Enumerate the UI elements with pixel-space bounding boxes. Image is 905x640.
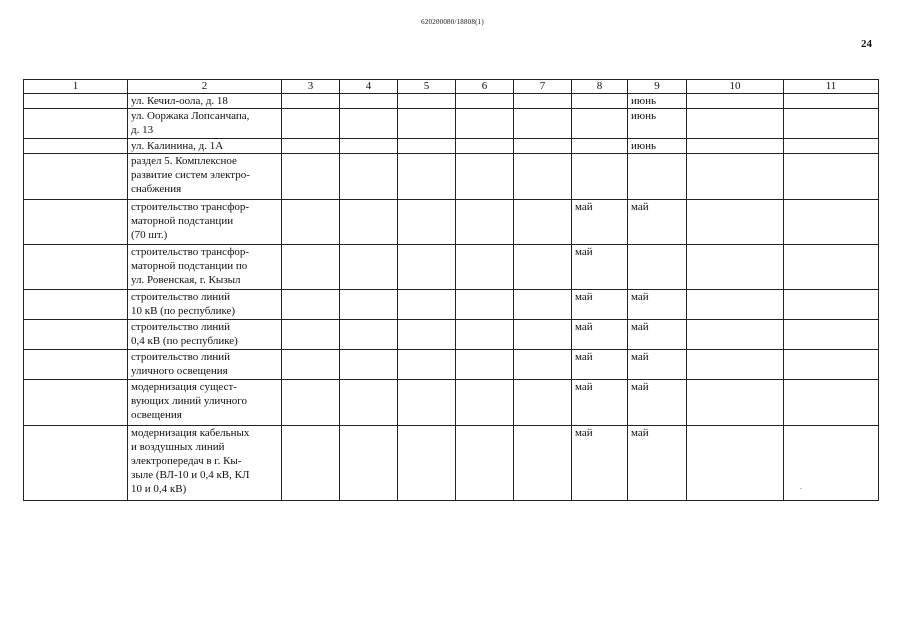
table-row [24, 109, 879, 139]
column-header-5: 5 [398, 80, 456, 94]
col9-value: июнь [628, 109, 687, 139]
row-description: строительство трансфор- маторной подстанции по ул. Ровенская, г. Кызыл [128, 245, 282, 290]
col9-value: май [628, 426, 687, 501]
row-description: строительство линий 0,4 кВ (по республике) [128, 320, 282, 350]
table-row [24, 350, 879, 380]
column-header-2: 2 [128, 80, 282, 94]
document-code: 620200080/18808(1) [421, 18, 484, 26]
col8-value: май [572, 200, 628, 245]
column-header-9: 9 [628, 80, 687, 94]
column-header-10: 10 [687, 80, 784, 94]
col9-value: май [628, 200, 687, 245]
row-description: ул. Калинина, д. 1А [128, 139, 282, 154]
column-header-3: 3 [282, 80, 340, 94]
column-header-6: 6 [456, 80, 514, 94]
col8-value: май [572, 426, 628, 501]
row-description: модернизация сущест- вующих линий уличного освещения [128, 380, 282, 426]
scan-speck [800, 488, 802, 489]
col9-value: май [628, 320, 687, 350]
col8-value: май [572, 245, 628, 290]
table-row [24, 139, 879, 154]
column-header-8: 8 [572, 80, 628, 94]
row-description: модернизация кабельных и воздушных линий электропередач в г. Кы- зыле (ВЛ-10 и 0,4 кВ, КЛ 10 и 0,4 кВ) [128, 426, 282, 501]
table-row [24, 154, 879, 200]
col8-value [572, 154, 628, 200]
column-header-1: 1 [24, 80, 128, 94]
row-description: раздел 5. Комплексное развитие систем электро- снабжения [128, 154, 282, 200]
row-description: ул. Кечил-оола, д. 18 [128, 94, 282, 109]
col8-value: май [572, 290, 628, 320]
col9-value: май [628, 350, 687, 380]
row-description: строительство линий 10 кВ (по республике) [128, 290, 282, 320]
col9-value [628, 245, 687, 290]
col9-value: май [628, 380, 687, 426]
table-row [24, 320, 879, 350]
col8-value: май [572, 350, 628, 380]
table-row [24, 426, 879, 501]
col8-value [572, 139, 628, 154]
col9-value [628, 154, 687, 200]
table-row [24, 290, 879, 320]
col8-value [572, 94, 628, 109]
column-header-4: 4 [340, 80, 398, 94]
schedule-table [23, 79, 879, 501]
header-row [24, 80, 879, 94]
column-header-7: 7 [514, 80, 572, 94]
col9-value: июнь [628, 94, 687, 109]
table-row [24, 245, 879, 290]
col8-value: май [572, 320, 628, 350]
table-row [24, 200, 879, 245]
row-description: строительство трансфор- маторной подстанции (70 шт.) [128, 200, 282, 245]
row-description: ул. Ооржака Лопсанчапа, д. 13 [128, 109, 282, 139]
col8-value: май [572, 380, 628, 426]
table-row [24, 380, 879, 426]
col9-value: июнь [628, 139, 687, 154]
table-row [24, 94, 879, 109]
column-header-11: 11 [784, 80, 879, 94]
page-number: 24 [861, 38, 872, 50]
col8-value [572, 109, 628, 139]
col9-value: май [628, 290, 687, 320]
row-description: строительство линий уличного освещения [128, 350, 282, 380]
